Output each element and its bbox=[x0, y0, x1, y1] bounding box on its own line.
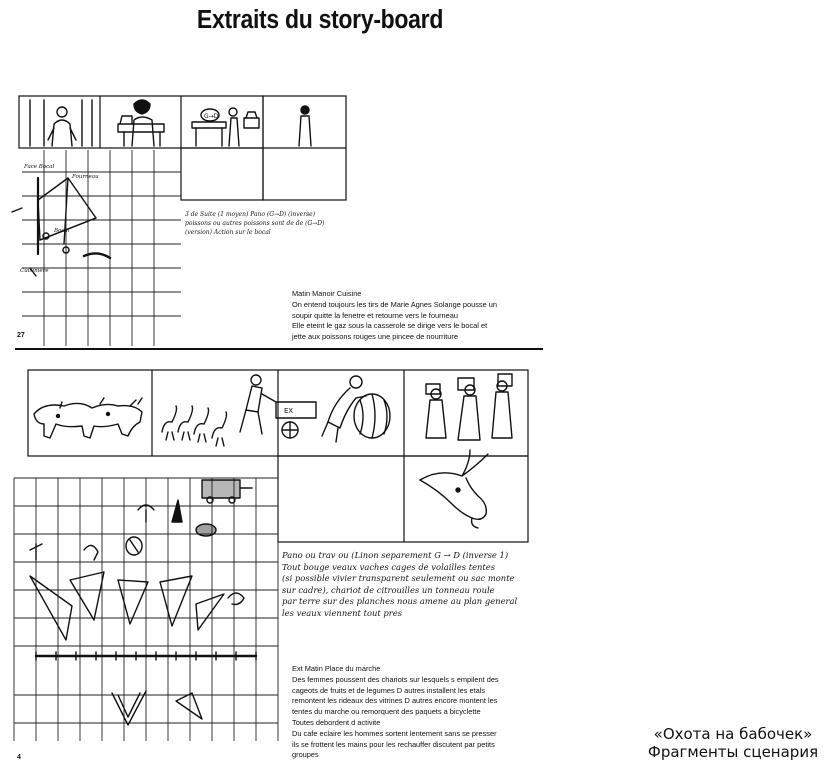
bottom-hand-line: par terre sur des planches nous amene au plan general bbox=[282, 596, 518, 607]
bottom-scene-description bbox=[292, 664, 499, 761]
page-title: Extraits du story-board bbox=[196, 4, 444, 34]
top-hand-line: (version) Action sur le bocal bbox=[185, 229, 271, 236]
frame-women-carrying-crates bbox=[426, 374, 512, 440]
frame-bull-head bbox=[420, 450, 488, 528]
bottom-storyboard-drawing bbox=[0, 350, 560, 671]
bottom-scene-line: ils se frottent les mains pour les rechauffer discutent par petits bbox=[292, 739, 495, 749]
bottom-scene-line: Des femmes poussent des chariots sur lesquels s empilent des bbox=[292, 674, 499, 684]
top-scene-description bbox=[292, 289, 497, 343]
page-number-bottom: 4 bbox=[17, 754, 21, 761]
svg-text:EX: EX bbox=[284, 407, 294, 415]
film-caption bbox=[630, 725, 836, 761]
bottom-scene-line: groupes bbox=[292, 750, 319, 760]
top-handwritten-notes bbox=[185, 210, 324, 237]
plan-label-cuisiniere: Cuisiniere bbox=[20, 268, 49, 274]
top-scene-line: On entend toujours les tirs de Marie Agnes Solange pousse un bbox=[292, 299, 498, 309]
top-plan-labels bbox=[20, 164, 99, 274]
caption-film-title: «Охота на бабочек» bbox=[653, 725, 813, 743]
plan-label-bocal: Bocal bbox=[54, 228, 70, 234]
top-plan-grid bbox=[22, 150, 181, 346]
top-hand-line: poissons ou autres poissons sont de de (G→D) bbox=[185, 220, 325, 227]
bottom-hand-line: (si possible vivier transparent seulement ou sac monte bbox=[282, 573, 515, 584]
caption-subtitle: Фрагменты сценария bbox=[647, 743, 819, 761]
bottom-scene-line: tentes du marche ou remorquent des paquets a bicyclette bbox=[292, 707, 481, 717]
frame-geese-and-cart bbox=[162, 375, 316, 446]
frame-man-rolling-barrel bbox=[322, 376, 390, 442]
frame-woman-at-stove bbox=[118, 100, 164, 146]
bottom-plan-diagram-lower bbox=[0, 671, 300, 741]
bottom-scene-line: Du cafe eclaire les hommes sortent lentement sans se presser bbox=[292, 728, 497, 738]
top-scene-heading: Matin Manoir Cuisine bbox=[292, 289, 362, 298]
frame-standing-figure bbox=[299, 106, 311, 146]
bottom-handwritten-notes bbox=[282, 550, 517, 620]
bottom-hand-line: Tout bouge veaux vaches cages de volailles tentes bbox=[282, 561, 496, 572]
bottom-scene-line: cageots de fruits et de legumes D autres installent les etals bbox=[292, 685, 486, 695]
bottom-hand-line: les veaux viennent tout pres bbox=[282, 607, 403, 618]
frame-stove-figure bbox=[192, 108, 259, 146]
bottom-hand-line: sur cadre), chariot de citrouilles un tonneau roule bbox=[282, 584, 495, 595]
bottom-scene-heading: Ext Matin Place du marche bbox=[292, 664, 381, 673]
plan-label-face-bocal: Face Bocal bbox=[24, 164, 55, 170]
top-hand-line: 3 de Suite (1 moyen) Pano (G→D) (inverse) bbox=[185, 211, 316, 218]
bottom-scene-line: Toutes debordent d activite bbox=[292, 717, 381, 727]
frame-cattle-herd bbox=[34, 398, 142, 438]
bottom-plan-diagram bbox=[30, 480, 256, 660]
bottom-plan-grid bbox=[14, 478, 278, 671]
bottom-hand-line: Pano ou trav ou (Linon separement G → D (inverse 1) bbox=[282, 550, 509, 560]
frame-man-at-window bbox=[30, 100, 92, 146]
top-scene-line: Elle eteint le gaz sous la casserole se dirige vers le bocal et bbox=[292, 321, 488, 331]
top-scene-line: soupir quitte la fenetre et retourne vers le fourneau bbox=[292, 310, 458, 320]
plan-label-fourneau: Fourneau bbox=[72, 174, 99, 180]
top-scene-line: jette aux poissons rouges une pincee de nourriture bbox=[292, 332, 458, 342]
page-number-top: 27 bbox=[17, 332, 25, 339]
svg-text:G→D: G→D bbox=[204, 113, 219, 120]
top-plan-diagram bbox=[12, 178, 110, 276]
bottom-scene-line: remontent les rideaux des vitrines D autres encore montent les bbox=[292, 696, 498, 706]
